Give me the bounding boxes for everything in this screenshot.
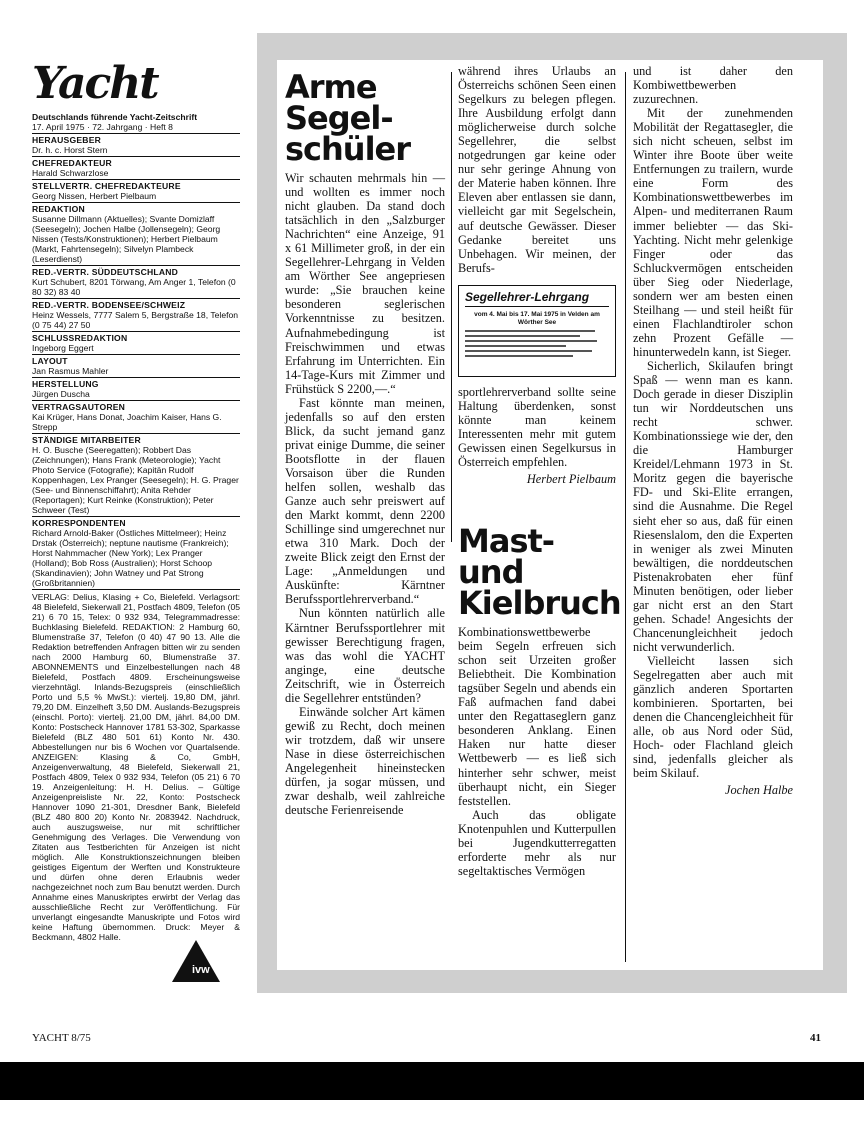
article2-paragraph: und ist daher den Kombiwettbewerben zuzurechnen. (633, 64, 793, 107)
masthead-section-text: Susanne Dillmann (Aktuelles); Svante Domizlaff (Seesegeln); Jochen Halbe (Jollensegeln); Georg Nissen (Tests/Konstruktionen); Herbert Pielbaum (Markt, Fahrtensegeln); Silvelyn Plambeck (Leserdienst) (32, 214, 221, 264)
article1-paragraph: sportlehrerverband sollte seine Haltung überdenken, sonst könnte man keinem Interessenten mehr mit gutem Gewissen einen Segelkursus in Österreich empfehlen. (458, 384, 616, 469)
article1-paragraph: Fast könnte man meinen, jedenfalls so auf den ersten Blick, da sucht jemand ganz privat einige Dumme, die seiner Bootsflotte in der flauen Vorsaison über die Runden helfen sollen, weshalb das Ganze auch sehr preiswert auf den Markt kommt, denn 2200 Schillinge sind umgerechnet nur etwa 310 Mark. Doch der zweite Blick zeigt den Ernst der Lage: „Anmeldungen und Auskünfte: Kärntner Berufssportlehrerverband.“ (285, 395, 445, 607)
masthead-section (32, 298, 240, 330)
masthead-section (32, 400, 240, 432)
masthead-section-heading: SCHLUSSREDAKTION (32, 333, 128, 343)
footer-issue: YACHT 8/75 (32, 1032, 91, 1044)
masthead-section-heading: STÄNDIGE MITARBEITER (32, 435, 141, 445)
masthead-section-text: Ingeborg Eggert (32, 343, 94, 353)
masthead-section (32, 179, 240, 201)
clipping-text-lines (465, 330, 609, 357)
column-2 (458, 64, 621, 878)
masthead-section-text: Harald Schwarzlose (32, 168, 109, 178)
article1-paragraph: während ihres Urlaubs an Österreichs schönen Seen einen Segelkurs zu belegen pflegen. Ihre Ausbildung erfolgt dann möglicherweise durch solche Segellehrer, die selbst notgedrungen gar keine oder nur sehr geringe Ahnung von der Materie haben können. Ihre Eleven aber entlassen sie dann, vielleicht gar mit Segelschein, auf deutsche Gewässer. Dieser Gedanke bereitet uns Unbehagen. Wir meinen, der Berufs- (458, 64, 616, 275)
masthead-section-heading: HERAUSGEBER (32, 135, 102, 145)
masthead-section-heading: CHEFREDAKTEUR (32, 158, 112, 168)
column-3 (633, 64, 793, 797)
column-rule (451, 72, 452, 542)
clipping-dateline: vom 4. Mai bis 17. Mai 1975 in Velden am Wörther See (474, 310, 600, 326)
scan-black-bar (0, 1062, 864, 1100)
article1-paragraph: Einwände solcher Art kämen gewiß zu Recht, doch meinen wir trotzdem, daß wir unsere Nase in diese österreichischen Angelegenheit hineinstecken dürfen, ja sogar müssen, und zwar deshalb, weil zahlreiche deutsche Ferienreisende (285, 704, 445, 818)
article1-author: Herbert Pielbaum (526, 471, 616, 486)
masthead-section-text: Richard Arnold-Baker (Östliches Mittelmeer); Heinz Drstak (Österreich); neptune nautisme (Frankreich); Horst Nahmmacher (New York); Lex Pranger (Holland); Bob Ross (Australien); Horst Schoop (Skandinavien); John Watney und Pat Strong (Großbritannien) (32, 528, 229, 588)
article2-paragraph: Auch das obligate Knotenpuhlen und Kutterpullen bei Jugendkutterregatten erforderte mehr als nur segeltaktisches Vermögen (458, 807, 616, 878)
masthead-section-heading: STELLVERTR. CHEFREDAKTEURE (32, 181, 181, 191)
masthead-section-heading: VERTRAGSAUTOREN (32, 402, 126, 412)
masthead-section-text: H. O. Busche (Seeregatten); Robbert Das (Zeichnungen); Hans Frank (Meteorologie); Yacht Photo Service (Fotografie); Kapitän Rudolf Koppenhagen, Lex Pranger (Seesegeln); H. G. Prager (See- und Binnenschiffahrt); Anita Rehder (Reportagen); Kurt Reinke (Konstruktion); Peter Schweer (Test) (32, 445, 239, 515)
masthead-section-text: Heinz Wessels, 7777 Salem 5, Bergstraße 18, Telefon (0 75 44) 27 50 (32, 310, 239, 330)
article2-start (458, 522, 621, 878)
masthead-section (32, 354, 240, 376)
masthead-section-heading: HERSTELLUNG (32, 379, 99, 389)
masthead-section-heading: RED.-VERTR. BODENSEE/SCHWEIZ (32, 300, 186, 310)
column-1 (285, 68, 445, 818)
masthead-section-text: Kurt Schubert, 8201 Törwang, Am Anger 1, Telefon (0 80 32) 83 40 (32, 277, 236, 297)
masthead-sections (32, 133, 240, 588)
newspaper-clipping (458, 285, 616, 377)
article1-paragraph: Wir schauten mehrmals hin — und wollten es immer noch nicht glauben. Da stand doch tatsächlich in den „Salzburger Nachrichten“ eine Anzeige, 91 x 61 Millimeter groß, in der ein Segellehrer-Lehrgang in Velden am Wörther See angepriesen wurde: „Sie brauchen keine besonderen seglerischen Vorkenntnisse zu besitzen. Aufnahmebedingung ist Freischwimmen und etwas Erfahrung im Unterrichten. Ein 14-Tage-Kurs mit Zimmer und Frühstück S 2200,—.“ (285, 171, 445, 396)
page-number: 41 (810, 1032, 821, 1044)
masthead-section (32, 516, 240, 588)
article2-paragraph: Sicherlich, Skilaufen bringt Spaß — wenn man es kann. Doch gerade in dieser Disziplin tun wir Norddeutschen uns recht schwer. Kombinationssiege wie der, den die Hamburger Kreidel/Lehmann 1973 in St. Moritz gegen die bayerische FD- und Ski-Elite errangen, sind die Ausnahme. Die Regel sieht eher so aus, daß für einen Riesenslalom, den die Experten in weniger als zwei Minuten bewältigen, die norddeutschen Pistenakrobaten eher fünf Minuten benötigen, oder lieber gar nicht erst an den Start gehen. Schade! Angesichts der Chancenungleichheit jedoch nicht verwunderlich. (633, 358, 793, 654)
masthead-section-text: Kai Krüger, Hans Donat, Joachim Kaiser, Hans G. Strepp (32, 412, 222, 432)
masthead-section-text: Jan Rasmus Mahler (32, 366, 109, 376)
headline-arme-segelschueler: Arme Segel-schüler (285, 68, 411, 168)
masthead-subtitle: Deutschlands führende Yacht-Zeitschrift (32, 112, 198, 122)
masthead-section-text: Georg Nissen, Herbert Pielbaum (32, 191, 157, 201)
masthead-section (32, 202, 240, 264)
article1-paragraph: Nun könnten natürlich alle Kärntner Berufssportlehrer mit gewisser Berechtigung fragen, was das wohl die YACHT anginge, eine deutsche Zeitschrift, wie in Österreich die Segellehrer entstünden? (285, 606, 445, 705)
masthead (32, 60, 240, 990)
masthead-section-heading: LAYOUT (32, 356, 68, 366)
yacht-logo: Yacht (32, 58, 158, 109)
publisher-info: VERLAG: Delius, Klasing + Co, Bielefeld. Verlagsort: 48 Bielefeld, Siekerwall 21, Postfach 4809, Telefon (05 21) 6 70 15, Telex: 0 932 934, Telegrammadresse: Buchklasing Bielefeld. REDAKTION: 2 Hamburg 60, Blumenstraße 37, Telefon (0 40) 47 90 13. Alle die Redaktion betreffenden Anfragen bitten wir zu senden nach 2000 Hamburg 60, Blumenstraße 37. ABONNEMENTS und Einzelbestellungen nach 48 Bielefeld, Postfach 4809. Erscheinungsweise vierzehntägl. Inlands-Bezugspreis (einschließlich Porto und 5,5 % MwSt.): viertelj. 19,80 DM, jährl. 79,20 DM. Einzelheft 3,50 DM. Auslands-Bezugspreis (einschl. Porto): viertelj. 21,00 DM, jährl. 84,00 DM. Konto: Postscheck Hannover 1781 53-302, Sparkasse Bielefeld (BLZ 480 501 61) Konto Nr. 430. Abbestellungen nur bis 6 Wochen vor Quartalsende. ANZEIGEN: Klasing & Co, GmbH, Anzeigenverwaltung, 48 Bielefeld, Siekerwall 21, Postfach 4809, Telex 0 932 934, Telefon (05 21) 6 70 19. Anzeigenleitung: H. H. Delius. – Gültige Anzeigenpreisliste Nr. 22, Konto: Postscheck Hannover 1090 21-301, Dresdner Bank, Bielefeld (BLZ 480 800 20) Konto Nr. 2083942. Nachdruck, auch auszugsweise, nur mit schriftlicher Genehmigung des Verlages. Die Verwendung von Zitaten aus Testberichten für Anzeigen ist nicht möglich. Alle Konstruktionszeichnungen bleiben geistiges Eigentum der Werften und Konstrukteure und dürfen ohne deren Erlaubnis weder nachgezeichnet noch zum Bau benutzt werden. Durch Annahme eines Manuskriptes erwirbt der Verlag das ausschließliche Recht zur Veröffentlichung. Für unverlangt eingesandte Manuskripte und Fotos wird keine Haftung übernommen. Druck: Meyer & Beckmann, 4802 Halle. (32, 589, 240, 942)
headline-mast-und-kielbruch: Mast-und Kielbruch (458, 522, 621, 623)
masthead-section (32, 133, 240, 155)
masthead-section (32, 156, 240, 178)
masthead-section-text: Jürgen Duscha (32, 389, 90, 399)
article2-paragraph: Mit der zunehmenden Mobilität der Regattasegler, die sich nicht scheuen, selbst im Winter ihre Boote über weite Entfernungen zu trailern, wurde eine Form des Kombinationswettbewerbes im Alpen- und mediterranen Raum immer beliebter — das Ski-Yachting. Nicht mehr gelenkige Finger oder das Schluckvermögen entscheiden über Sieg oder Niederlage, sondern wer am besten einen Steilhang — und steil heißt für einen Flachlandtiroler schon zehn Prozent Gefälle — hinunterwedeln kann, ist Sieger. (633, 106, 793, 359)
masthead-section (32, 433, 240, 515)
masthead-section-text: Dr. h. c. Horst Stern (32, 145, 108, 155)
article2-author: Jochen Halbe (725, 783, 793, 798)
column-rule (625, 72, 626, 962)
article2-paragraph: Kombinationswettbewerbe beim Segeln erfreuen sich schon seit Urzeiten großer Beliebtheit. Die Kombination tagsüber Segeln und abends ein Faß aufmachen fand dabei unter den Regattaseglern ganz besonderen Anklang. Einen Haken nur hatte dieser Wettbewerb — es ließ sich hinterher sehr schwer, meist überhaupt nicht, ein Sieger feststellen. (458, 625, 616, 808)
clipping-title: Segellehrer-Lehrgang (465, 291, 609, 307)
masthead-section (32, 377, 240, 399)
masthead-section-heading: RED.-VERTR. SÜDDEUTSCHLAND (32, 267, 179, 277)
masthead-issue: 17. April 1975 · 72. Jahrgang · Heft 8 (32, 122, 173, 132)
ivw-logo-text: ivw (192, 964, 210, 976)
masthead-section (32, 265, 240, 297)
masthead-section-heading: KORRESPONDENTEN (32, 518, 126, 528)
masthead-section (32, 331, 240, 353)
article2-paragraph: Vielleicht lassen sich Segelregatten aber auch mit gänzlich anderen Sportarten kombinieren. Sportarten, bei denen die Chancengleichheit für alle, ob aus Nord oder Süd, Hoch- oder Flachland gleich sind, jedenfalls gleicher als beim Skilauf. (633, 653, 793, 781)
masthead-section-heading: REDAKTION (32, 204, 85, 214)
